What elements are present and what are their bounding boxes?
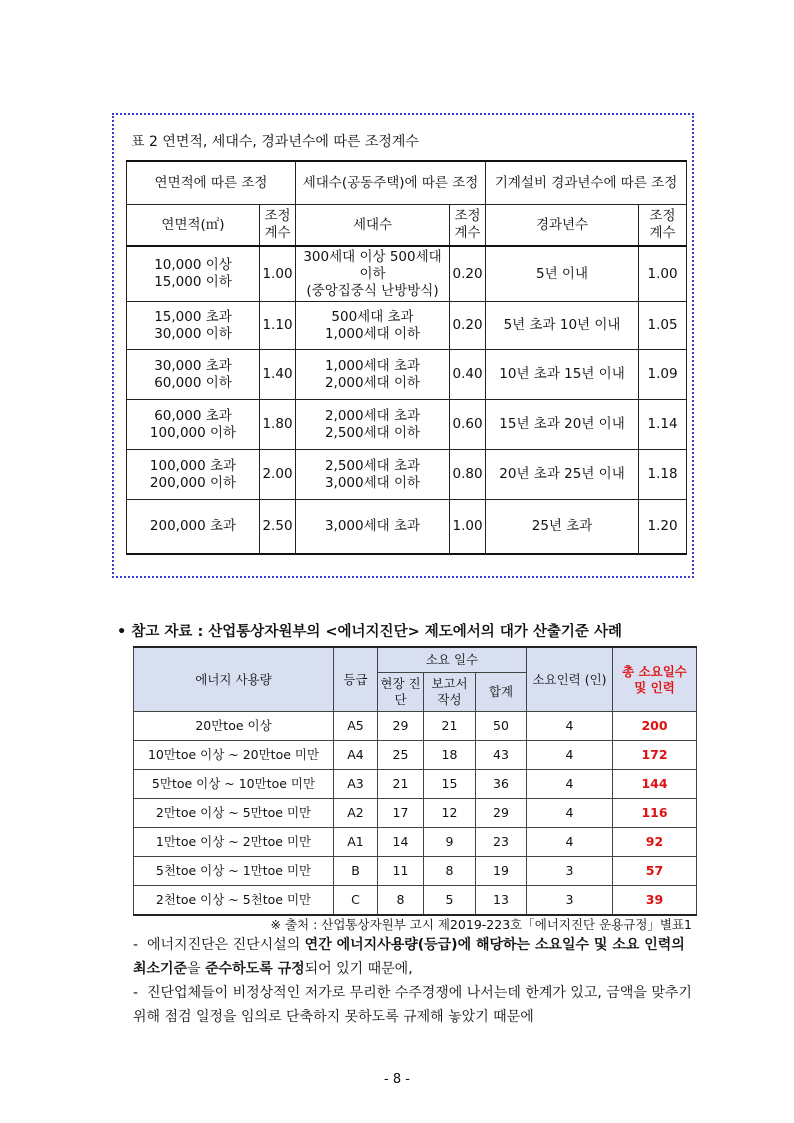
- sub-header-coef: 조정 계수: [450, 205, 486, 247]
- bullet-dash: -: [133, 985, 139, 1001]
- total-cell: 57: [613, 857, 697, 886]
- total-cell: 116: [613, 799, 697, 828]
- cell: 20만toe 이상: [134, 712, 334, 741]
- cell: 50: [476, 712, 527, 741]
- cell: 11: [378, 857, 424, 886]
- total-cell: 200: [613, 712, 697, 741]
- cell: 200,000 초과: [127, 500, 260, 555]
- cell: 5: [424, 886, 476, 916]
- cell: 1.80: [260, 400, 296, 450]
- paragraph-2: [133, 981, 699, 1029]
- cell: 2,000세대 초과 2,500세대 이하: [296, 400, 450, 450]
- cell: 1.09: [639, 350, 687, 400]
- cell: 0.60: [450, 400, 486, 450]
- table-row: [127, 350, 687, 400]
- cell: 5년 이내: [486, 246, 639, 302]
- cell: A1: [334, 828, 378, 857]
- cell: 2.00: [260, 450, 296, 500]
- cell: 1.14: [639, 400, 687, 450]
- cell: 1.18: [639, 450, 687, 500]
- cell: 21: [378, 770, 424, 799]
- cell: 10년 초과 15년 이내: [486, 350, 639, 400]
- cell: 25: [378, 741, 424, 770]
- cell: 4: [527, 741, 613, 770]
- table-row: [134, 712, 697, 741]
- sub-header-households: 세대수: [296, 205, 450, 247]
- table-row: [127, 302, 687, 350]
- cell: 20년 초과 25년 이내: [486, 450, 639, 500]
- cell: 4: [527, 828, 613, 857]
- cell: 29: [476, 799, 527, 828]
- source-note: ※ 출처 : 산업통상자원부 고시 제2019-223호「에너지진단 운용규정」별표1: [270, 917, 692, 932]
- cell: 21: [424, 712, 476, 741]
- cell: 2.50: [260, 500, 296, 555]
- cell: 15년 초과 20년 이내: [486, 400, 639, 450]
- total-cell: 92: [613, 828, 697, 857]
- cell: 3: [527, 857, 613, 886]
- cell: 3,000세대 초과: [296, 500, 450, 555]
- cell: 23: [476, 828, 527, 857]
- table-row: [134, 857, 697, 886]
- table-row: [134, 770, 697, 799]
- header-grade: 등급: [334, 647, 378, 712]
- cell: 8: [424, 857, 476, 886]
- p1-text-c: 을: [187, 961, 206, 977]
- group-header-years: 기계설비 경과년수에 따른 조정: [486, 161, 687, 205]
- table-row: [134, 799, 697, 828]
- cell: 1.40: [260, 350, 296, 400]
- paragraph-1: [133, 933, 699, 981]
- cell: 18: [424, 741, 476, 770]
- cell: 1.00: [260, 246, 296, 302]
- p1-text-e: 되어 있기 때문에,: [304, 961, 413, 977]
- header-report-writing: 보고서 작성: [424, 673, 476, 712]
- p1-text-bold-b: 연간 에너지사용량(등급)에 해당하는 소요일수 및 소요 인력의 최소기준: [133, 937, 685, 977]
- cell: 1만toe 이상 ~ 2만toe 미만: [134, 828, 334, 857]
- cell: 1,000세대 초과 2,000세대 이하: [296, 350, 450, 400]
- cell: 2,500세대 초과 3,000세대 이하: [296, 450, 450, 500]
- header-site-diagnosis: 현장 진단: [378, 673, 424, 712]
- cell: 10만toe 이상 ~ 20만toe 미만: [134, 741, 334, 770]
- cell: 0.20: [450, 246, 486, 302]
- table-row: [134, 886, 697, 916]
- header-energy-usage: 에너지 사용량: [134, 647, 334, 712]
- adjustment-coefficient-table: [126, 160, 687, 555]
- sub-header-coef: 조정 계수: [260, 205, 296, 247]
- table-row: [127, 400, 687, 450]
- cell: A4: [334, 741, 378, 770]
- p1-text-a: 에너지진단은 진단시설의: [147, 937, 305, 953]
- cell: 5년 초과 10년 이내: [486, 302, 639, 350]
- cell: 10,000 이상 15,000 이하: [127, 246, 260, 302]
- cell: 4: [527, 799, 613, 828]
- table-row: [134, 741, 697, 770]
- cell: 100,000 초과 200,000 이하: [127, 450, 260, 500]
- cell: 13: [476, 886, 527, 916]
- cell: A3: [334, 770, 378, 799]
- cell: 9: [424, 828, 476, 857]
- page-number: - 8 -: [384, 1072, 410, 1087]
- bullet-dash: -: [133, 937, 139, 953]
- table-row: [127, 246, 687, 302]
- cell: 0.40: [450, 350, 486, 400]
- table1-caption: 표 2 연면적, 세대수, 경과년수에 따른 조정계수: [131, 134, 419, 150]
- cell: 14: [378, 828, 424, 857]
- header-total: 총 소요일수 및 인력: [613, 647, 697, 712]
- table-row: [127, 450, 687, 500]
- cell: 4: [527, 712, 613, 741]
- cell: 5천toe 이상 ~ 1만toe 미만: [134, 857, 334, 886]
- cell: 36: [476, 770, 527, 799]
- header-required-staff: 소요인력 (인): [527, 647, 613, 712]
- cell: A5: [334, 712, 378, 741]
- cell: 3: [527, 886, 613, 916]
- cell: 1.00: [450, 500, 486, 555]
- cell: A2: [334, 799, 378, 828]
- sub-header-years: 경과년수: [486, 205, 639, 247]
- cell: 500세대 초과 1,000세대 이하: [296, 302, 450, 350]
- table-row: [127, 500, 687, 555]
- cell: 8: [378, 886, 424, 916]
- cell: 12: [424, 799, 476, 828]
- cell: C: [334, 886, 378, 916]
- cell: 15,000 초과 30,000 이하: [127, 302, 260, 350]
- cell: 1.00: [639, 246, 687, 302]
- cell: 1.05: [639, 302, 687, 350]
- cell: 15: [424, 770, 476, 799]
- cell: 5만toe 이상 ~ 10만toe 미만: [134, 770, 334, 799]
- cell: 43: [476, 741, 527, 770]
- header-required-days: 소요 일수: [378, 647, 527, 673]
- cell: 300세대 이상 500세대 이하 (중앙집중식 난방방식): [296, 246, 450, 302]
- p1-text-bold-d: 준수하도록 규정: [205, 961, 305, 977]
- sub-header-area: 연면적(㎡): [127, 205, 260, 247]
- cell: 1.10: [260, 302, 296, 350]
- table-row: [134, 828, 697, 857]
- cell: 2만toe 이상 ~ 5만toe 미만: [134, 799, 334, 828]
- cell: 0.20: [450, 302, 486, 350]
- cell: 19: [476, 857, 527, 886]
- cell: 29: [378, 712, 424, 741]
- group-header-households: 세대수(공동주택)에 따른 조정: [296, 161, 486, 205]
- cell: B: [334, 857, 378, 886]
- group-header-area: 연면적에 따른 조정: [127, 161, 296, 205]
- reference-title: • 참고 자료 : 산업통상자원부의 <에너지진단> 제도에서의 대가 산출기준 사례: [117, 624, 623, 640]
- sub-header-coef: 조정 계수: [639, 205, 687, 247]
- total-cell: 39: [613, 886, 697, 916]
- header-sum: 합계: [476, 673, 527, 712]
- cell: 17: [378, 799, 424, 828]
- cell: 2천toe 이상 ~ 5천toe 미만: [134, 886, 334, 916]
- cell: 4: [527, 770, 613, 799]
- energy-audit-cost-table: [133, 646, 697, 916]
- cell: 0.80: [450, 450, 486, 500]
- cell: 60,000 초과 100,000 이하: [127, 400, 260, 450]
- cell: 30,000 초과 60,000 이하: [127, 350, 260, 400]
- cell: 1.20: [639, 500, 687, 555]
- total-cell: 144: [613, 770, 697, 799]
- cell: 25년 초과: [486, 500, 639, 555]
- total-cell: 172: [613, 741, 697, 770]
- p2-text: 진단업체들이 비정상적인 저가로 무리한 수주경쟁에 나서는데 한계가 있고, 금액을 맞추기 위해 점검 일정을 임의로 단축하지 못하도록 규제해 놓았기 때문에: [133, 985, 692, 1025]
